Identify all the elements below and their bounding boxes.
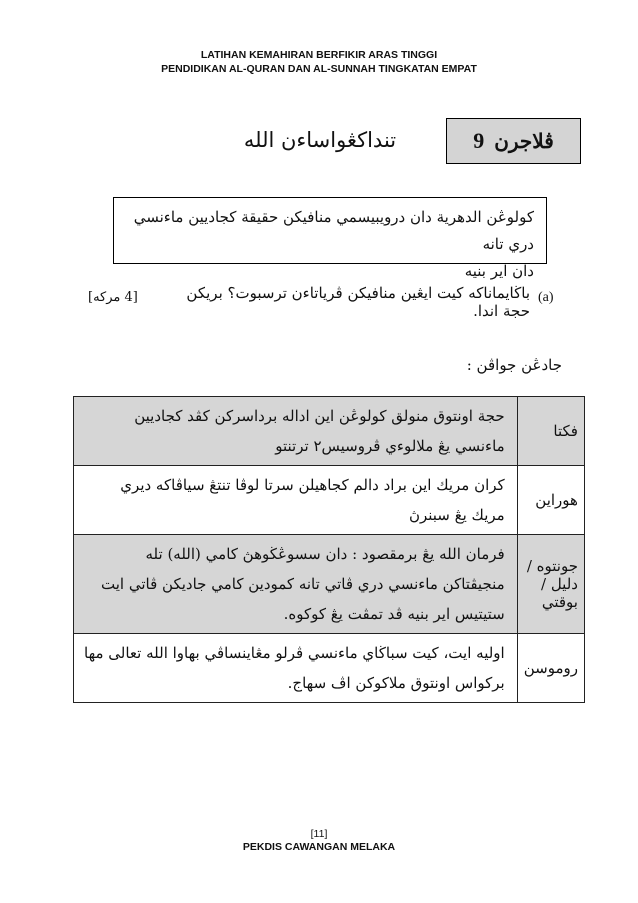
answer-line: مريك يڠ سبنرڽ [408, 506, 505, 524]
objective-box [113, 197, 547, 280]
objective-line-2: دان اير بنيه [464, 262, 534, 280]
document-header [0, 48, 638, 76]
answer-term: جونتوه / دليل / بوقتي [517, 535, 584, 634]
footer-organization: PEKDIS CAWANGAN MELAKA [242, 841, 396, 853]
answer-scheme-label: جادڠن جواڤن : [466, 356, 562, 374]
answer-content [74, 634, 518, 703]
answer-row [74, 634, 585, 703]
answer-line: ماءنسي يڠ ملالوءي ڤروسيس٢ ترتنتو [275, 437, 505, 455]
answer-line: بركواس اونتوق ملاكوكن اڤ سهاج. [287, 674, 505, 692]
answer-content [74, 466, 518, 535]
lesson-title-box [446, 118, 581, 164]
answer-row [74, 535, 585, 634]
answer-content [74, 535, 518, 634]
lesson-label: ڤلاجرن [494, 129, 554, 153]
answer-line: حجة اونتوق منولق كولوڠن اين اداله برداسركن كڤد كجاديين [134, 407, 505, 425]
answer-line: اوليه ايت، كيت سباڬاي ماءنسي ڤرلو مڠاينساڤي بهاوا الله تعالى مها [84, 644, 505, 662]
lesson-subtitle: تنداكڠواساءن الله [243, 128, 397, 152]
answer-table [73, 396, 585, 703]
answer-line: منجيڤتاكن ماءنسي دري ڤاتي تانه كمودين كامي جاديكن ڤاتي ايت [101, 575, 505, 593]
objective-line-1: كولوڠن الدهرية دان درويبيسمي منافيكن حقيقة كجاديين ماءنسي دري تانه [133, 208, 534, 253]
answer-row [74, 466, 585, 535]
answer-term: روموسن [517, 634, 584, 703]
header-line-1: LATIHAN KEMAHIRAN BERFIKIR ARAS TINGGI [200, 49, 438, 61]
answer-line: فرمان الله يڠ برمقصود : دان سسوڠڬوهڽ كامي (الله) تله [145, 545, 505, 563]
answer-term: هوراين [517, 466, 584, 535]
page-number: [11] [310, 828, 328, 840]
header-line-2: PENDIDIKAN AL-QURAN DAN AL-SUNNAH TINGKATAN EMPAT [161, 63, 477, 75]
answer-row [74, 397, 585, 466]
answer-line: كران مريك اين براد دالم كجاهيلن سرتا لوڤا تنتڠ سياڤاكه ديري [120, 476, 505, 494]
question-marks: [4 مركه] [88, 290, 138, 305]
question-text: باڬايماناكه كيت ايڠين منافيكن ڤرياتاءن ترسبوت؟ بريكن حجة اندا. [186, 284, 530, 320]
page-footer [0, 828, 638, 854]
answer-content [74, 397, 518, 466]
answer-term: فكتا [517, 397, 584, 466]
answer-line: ستيتيس اير بنيه ڤد تمڤت يڠ كوكوه. [283, 605, 505, 623]
lesson-number: 9 [473, 128, 485, 153]
question-label: (a) [538, 290, 554, 305]
